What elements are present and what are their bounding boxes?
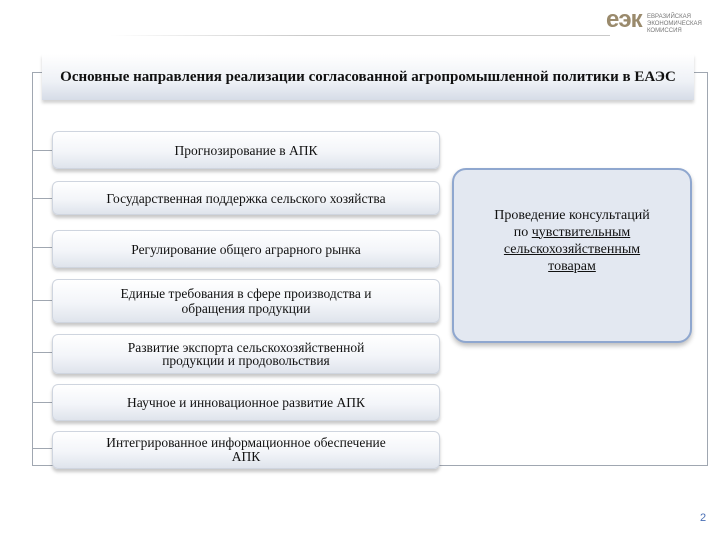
consultations-line: сельскохозяйственным <box>503 241 641 257</box>
consultations-line: товарам <box>548 258 596 274</box>
direction-item-label: Государственная поддержка сельского хозяйства <box>106 190 386 206</box>
eec-logo <box>606 6 706 38</box>
direction-item-label: Развитие экспорта сельскохозяйственной продукции и продовольствия <box>127 340 365 368</box>
direction-item <box>52 181 440 215</box>
consultations-line: Проведение консультаций <box>494 207 650 223</box>
connector-line <box>32 448 52 449</box>
direction-item <box>52 334 440 374</box>
page-number: 2 <box>700 512 707 524</box>
direction-item <box>52 279 440 323</box>
connector-line <box>32 402 52 403</box>
logo-caption: ЕВРАЗИЙСКАЯ ЭКОНОМИЧЕСКАЯ КОМИССИЯ <box>647 14 702 34</box>
connector-line <box>32 247 52 248</box>
direction-item <box>52 384 440 421</box>
diagram-title <box>42 54 694 100</box>
connector-line <box>32 150 52 151</box>
logo-mark: еэк <box>606 6 642 33</box>
direction-item <box>52 431 440 469</box>
direction-item-label: Прогнозирование в АПК <box>174 142 318 158</box>
connector-line <box>32 300 52 301</box>
direction-item <box>52 230 440 268</box>
direction-item-label: Интегрированное информационное обеспечение АПК <box>106 435 386 464</box>
connector-line <box>32 198 52 199</box>
direction-item <box>52 131 440 169</box>
consultations-text <box>494 207 650 275</box>
consultations-prefix: по <box>513 224 532 240</box>
consultations-underlined: чувствительным <box>531 224 631 240</box>
connector-line <box>32 352 52 353</box>
header-divider <box>110 35 610 36</box>
direction-item-label: Регулирование общего аграрного рынка <box>131 241 361 257</box>
consultations-box <box>452 168 692 343</box>
direction-item-label: Научное и инновационное развитие АПК <box>127 395 365 410</box>
consultations-line <box>494 224 650 241</box>
direction-item-label: Единые требования в сфере производства и обращения продукции <box>120 286 372 316</box>
diagram-title-text: Основные направления реализации согласованной агропромышленной политики в ЕАЭС <box>60 68 676 85</box>
